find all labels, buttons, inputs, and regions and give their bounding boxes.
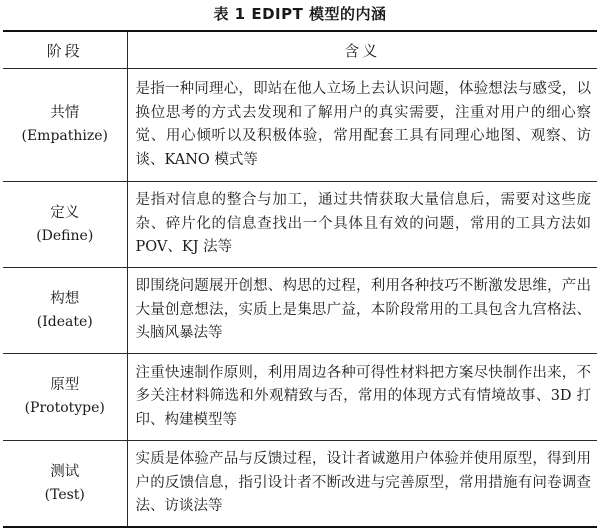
table-row xyxy=(3,441,597,528)
stage-name-cn: 测试 xyxy=(50,463,80,480)
stage-name-cn: 共情 xyxy=(50,105,80,121)
edipt-table xyxy=(3,30,597,528)
meaning-cell: 是指对信息的整合与加工，通过共情获取大量信息后，需要对这些庞杂、碎片化的信息查找出一个具体且有效的问题，常用的工具方法如 POV、KJ 法等 xyxy=(127,182,597,268)
table-row xyxy=(3,69,597,182)
stage-name-en: (Empathize) xyxy=(21,128,108,144)
table-header-row xyxy=(3,31,597,69)
stage-name-cn: 原型 xyxy=(50,377,80,393)
meaning-cell: 注重快速制作原则，利用周边各种可得性材料把方案尽快制作出来，不多关注材料筛选和外观精致与否，常用的体现方式有情境故事、3D 打印、构建模型等 xyxy=(127,354,597,441)
stage-name-en: (Ideate) xyxy=(36,313,93,330)
stage-cell xyxy=(3,182,127,268)
header-stage: 阶段 xyxy=(3,31,127,69)
stage-name-en: (Test) xyxy=(44,486,85,503)
stage-cell xyxy=(3,268,127,354)
table-caption: 表 1 EDIPT 模型的内涵 xyxy=(213,5,387,23)
stage-cell xyxy=(3,354,127,441)
table-row xyxy=(3,182,597,268)
header-meaning: 含义 xyxy=(127,31,597,69)
meaning-cell: 即围绕问题展开创想、构思的过程，利用各种技巧不断激发思维，产出大量创意想法，实质上是集思广益，本阶段常用的工具包含九宫格法、头脑风暴法等 xyxy=(127,268,597,354)
table-row xyxy=(3,268,597,354)
stage-cell xyxy=(3,69,127,182)
stage-name-cn: 定义 xyxy=(50,204,80,221)
meaning-cell: 是指一种同理心，即站在他人立场上去认识问题，体验想法与感受，以换位思考的方式去发现和了解用户的真实需要，注重对用户的细心察觉、用心倾听以及积极体验，常用配套工具有同理心地图、观察、访谈、KANO 模式等 xyxy=(127,69,597,182)
stage-cell xyxy=(3,441,127,528)
meaning-cell: 实质是体验产品与反馈过程，设计者诚邀用户体验并使用原型，得到用户的反馈信息，指引设计者不断改进与完善原型，常用措施有问卷调查法、访谈法等 xyxy=(127,441,597,528)
stage-name-en: (Prototype) xyxy=(24,400,105,416)
stage-name-en: (Define) xyxy=(36,227,94,244)
table-row xyxy=(3,354,597,441)
stage-name-cn: 构想 xyxy=(50,290,80,307)
